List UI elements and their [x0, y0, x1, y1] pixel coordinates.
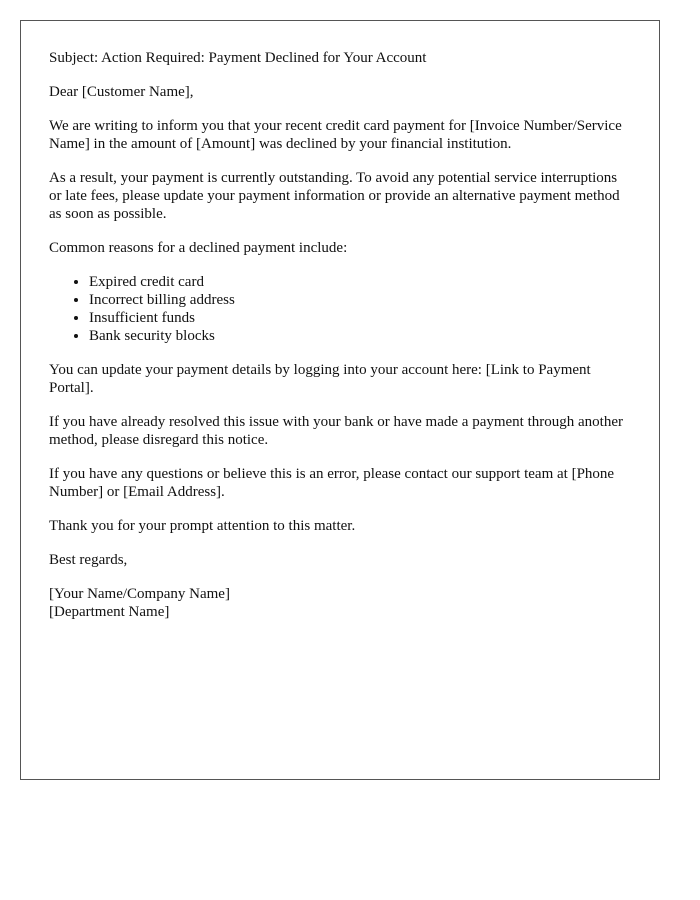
reason-item: • Insufficient funds [89, 309, 631, 327]
letter-paragraph-intro: We are writing to inform you that your recent credit card payment for [Invoice Number/Service Name] in the amount of [Amount] was declined by your financial institution. [49, 118, 622, 152]
letter-page [20, 20, 660, 780]
signature-department: [Department Name] [49, 604, 170, 620]
reasons-list [49, 273, 631, 345]
reason-item: • Bank security blocks [89, 327, 631, 345]
letter-paragraph-disregard: If you have already resolved this issue with your bank or have made a payment through another method, please disregard this notice. [49, 414, 623, 448]
letter-paragraph-outstanding: As a result, your payment is currently outstanding. To avoid any potential service interruptions or late fees, please update your payment information or provide an alternative payment method as soon as possible. [49, 170, 620, 222]
letter-paragraph-contact: If you have any questions or believe this is an error, please contact our support team at [Phone Number] or [Email Address]. [49, 466, 615, 500]
signature-name: [Your Name/Company Name] [49, 586, 230, 602]
letter-subject: Subject: Action Required: Payment Declined for Your Account [49, 50, 427, 66]
letter-greeting: Dear [Customer Name], [49, 84, 194, 100]
letter-paragraph-update-details: You can update your payment details by logging into your account here: [Link to Payment Portal]. [49, 362, 591, 396]
reason-item: • Incorrect billing address [89, 291, 631, 309]
reason-item: • Expired credit card [89, 273, 631, 291]
letter-paragraph-reasons-intro: Common reasons for a declined payment include: [49, 240, 348, 256]
letter-paragraph-thanks: Thank you for your prompt attention to this matter. [49, 518, 356, 534]
signature-block [49, 585, 631, 621]
letter-closing: Best regards, [49, 552, 128, 568]
